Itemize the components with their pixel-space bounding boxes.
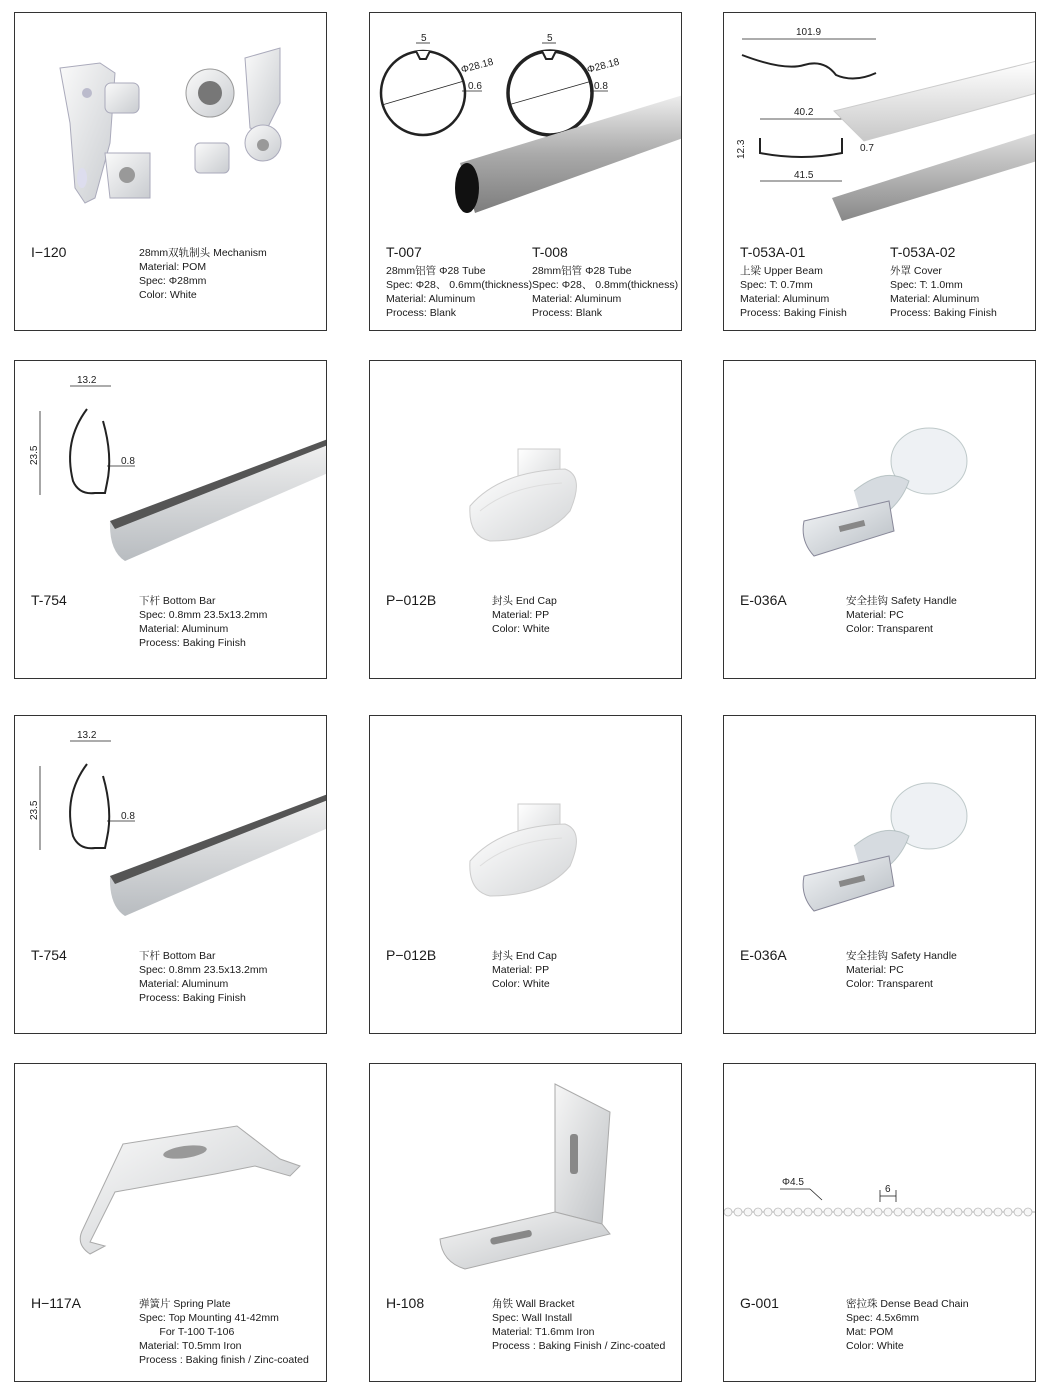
safety-handle-illustration xyxy=(724,716,1036,946)
spec-line: Process: Baking Finish xyxy=(139,992,246,1004)
product-code: H-108 xyxy=(386,1295,425,1311)
wall-bracket-illustration xyxy=(370,1064,682,1294)
spec-line: Color: White xyxy=(139,289,197,301)
bead xyxy=(1024,1208,1032,1216)
bead xyxy=(774,1208,782,1216)
spec-line: 下杆 Bottom Bar xyxy=(139,950,216,962)
spec-line: Spec: Wall Install xyxy=(492,1312,573,1324)
mechanism-illustration xyxy=(15,13,327,243)
safety-handle-illustration xyxy=(724,361,1036,591)
bead xyxy=(974,1208,982,1216)
product-card-t754 xyxy=(14,360,327,679)
spec-line: Material: Aluminum xyxy=(532,293,622,305)
bead xyxy=(844,1208,852,1216)
spec-line: Process: Baking Finish xyxy=(139,637,246,649)
bead-chain xyxy=(724,1208,1036,1216)
end-cap-illustration xyxy=(370,716,682,946)
dim-width: 13.2 xyxy=(77,375,97,386)
spec-line: 弹簧片 Spring Plate xyxy=(139,1298,231,1310)
product-code: H−117A xyxy=(31,1295,81,1311)
spec-line: Material: PP xyxy=(492,609,550,621)
spec-line: Spec: 0.8mm 23.5x13.2mm xyxy=(139,964,268,976)
bead xyxy=(984,1208,992,1216)
spec-line: 外罩 Cover xyxy=(890,265,942,277)
dim-diameter: Φ28.18 xyxy=(459,56,495,76)
bead xyxy=(954,1208,962,1216)
product-specs xyxy=(492,594,557,636)
bead xyxy=(964,1208,972,1216)
dim-thickness: 0.8 xyxy=(121,811,135,822)
bead xyxy=(1014,1208,1022,1216)
bead xyxy=(924,1208,932,1216)
bead xyxy=(854,1208,862,1216)
spec-line: Material: PC xyxy=(846,964,904,976)
spec-line: Process: Blank xyxy=(386,307,457,319)
product-specs xyxy=(139,1297,309,1367)
product-code: T-053A-01 xyxy=(740,244,806,260)
product-code: P−012B xyxy=(386,592,437,608)
product-specs xyxy=(492,1297,665,1353)
spec-line: Material: PC xyxy=(846,609,904,621)
dim-pitch: 6 xyxy=(885,1184,891,1195)
dim-height: 23.5 xyxy=(29,800,40,820)
product-specs xyxy=(139,594,267,650)
dim-thickness-1: 0.6 xyxy=(468,81,482,92)
dim-diameter: Φ28.18 xyxy=(585,56,621,76)
spec-line: 28mm铝管 Φ28 Tube xyxy=(532,265,632,277)
spec-line: Spec: Φ28mm xyxy=(139,275,207,287)
spec-line: Color: White xyxy=(492,978,550,990)
spec-line: 28mm铝管 Φ28 Tube xyxy=(386,265,486,277)
product-specs xyxy=(139,949,267,1005)
spec-line: Color: Transparent xyxy=(846,978,933,990)
bead xyxy=(744,1208,752,1216)
product-specs xyxy=(846,949,957,991)
product-card-p012b xyxy=(369,360,682,679)
bead xyxy=(754,1208,762,1216)
spec-line: Spec: T: 0.7mm xyxy=(740,279,813,291)
spring-plate-illustration xyxy=(15,1064,327,1294)
dim-slot: 5 xyxy=(547,33,553,44)
spec-line: Spec: T: 1.0mm xyxy=(890,279,963,291)
product-card-h108 xyxy=(369,1063,682,1382)
end-cap-illustration xyxy=(370,361,682,591)
bead xyxy=(834,1208,842,1216)
spec-line: 密拉珠 Dense Bead Chain xyxy=(846,1298,969,1310)
product-card-i120 xyxy=(14,12,327,331)
bead xyxy=(914,1208,922,1216)
bead-chain-illustration xyxy=(724,1064,1036,1294)
spec-line: 安全挂钩 Safety Handle xyxy=(846,950,957,962)
product-specs xyxy=(740,264,847,320)
spec-line: Spec: 4.5x6mm xyxy=(846,1312,919,1324)
bead xyxy=(874,1208,882,1216)
dim-bottom: 41.5 xyxy=(794,170,814,181)
bead xyxy=(994,1208,1002,1216)
spec-line: 角铁 Wall Bracket xyxy=(492,1298,575,1310)
bead xyxy=(934,1208,942,1216)
product-card-t053a xyxy=(723,12,1036,331)
dim-thickness: 0.8 xyxy=(121,456,135,467)
tube-illustration xyxy=(370,13,682,243)
spec-line: Material: T0.5mm Iron xyxy=(139,1340,242,1352)
product-card-e036a xyxy=(723,360,1036,679)
spec-line: Process: Baking Finish xyxy=(890,307,997,319)
spec-line: Material: Aluminum xyxy=(386,293,476,305)
product-card-t007-t008 xyxy=(369,12,682,331)
product-code: G-001 xyxy=(740,1295,779,1311)
product-specs xyxy=(846,1297,969,1353)
spec-line: Spec: Top Mounting 41-42mm xyxy=(139,1312,279,1324)
dim-diameter: Φ4.5 xyxy=(782,1177,804,1188)
spec-line: 下杆 Bottom Bar xyxy=(139,595,216,607)
bottom-bar-illustration xyxy=(15,716,327,946)
bead xyxy=(734,1208,742,1216)
spec-line: For T-100 T-106 xyxy=(139,1326,235,1338)
spec-line: Process : Baking Finish / Zinc-coated xyxy=(492,1340,666,1352)
bead xyxy=(894,1208,902,1216)
bead xyxy=(1004,1208,1012,1216)
spec-line: Spec: Φ28、 0.6mm(thickness) xyxy=(386,279,533,291)
product-specs xyxy=(846,594,957,636)
bead xyxy=(794,1208,802,1216)
bead xyxy=(784,1208,792,1216)
spec-line: Mat: POM xyxy=(846,1326,894,1338)
spec-line: Material: Aluminum xyxy=(139,978,229,990)
product-specs xyxy=(386,264,532,320)
product-card-p012b xyxy=(369,715,682,1034)
product-code: T-754 xyxy=(31,592,67,608)
dim-thickness-2: 0.8 xyxy=(594,81,608,92)
spec-line: 安全挂钩 Safety Handle xyxy=(846,595,957,607)
spec-line: 28mm双轨制头 Mechanism xyxy=(139,247,267,259)
spec-line: 上梁 Upper Beam xyxy=(740,265,823,277)
product-code: T-007 xyxy=(386,244,422,260)
product-code: T-754 xyxy=(31,947,67,963)
bead xyxy=(824,1208,832,1216)
spec-line: Process: Baking Finish xyxy=(740,307,847,319)
product-specs xyxy=(492,949,557,991)
dim-thickness: 0.7 xyxy=(860,143,874,154)
bead xyxy=(864,1208,872,1216)
bead xyxy=(814,1208,822,1216)
spec-line: Color: Transparent xyxy=(846,623,933,635)
product-card-e036a xyxy=(723,715,1036,1034)
bead xyxy=(724,1208,732,1216)
spec-line: Material: POM xyxy=(139,261,207,273)
product-specs-2 xyxy=(532,264,678,320)
spec-line: Process: Blank xyxy=(532,307,603,319)
product-code: I−120 xyxy=(31,244,67,260)
spec-line: Material: Aluminum xyxy=(890,293,980,305)
product-code: E-036A xyxy=(740,947,787,963)
product-card-t754 xyxy=(14,715,327,1034)
product-code-2: T-008 xyxy=(532,244,568,260)
bead xyxy=(764,1208,772,1216)
dim-height: 12.3 xyxy=(736,139,747,159)
spec-line: Material: PP xyxy=(492,964,550,976)
product-code-2: T-053A-02 xyxy=(890,244,956,260)
spec-line: Color: White xyxy=(492,623,550,635)
spec-line: Spec: Φ28、 0.8mm(thickness) xyxy=(532,279,679,291)
spec-line: Process : Baking finish / Zinc-coated xyxy=(139,1354,309,1366)
product-card-h117a xyxy=(14,1063,327,1382)
bead xyxy=(944,1208,952,1216)
dim-height: 23.5 xyxy=(29,445,40,465)
spec-line: 封头 End Cap xyxy=(492,595,557,607)
dim-inner: 40.2 xyxy=(794,107,814,118)
dim-width: 101.9 xyxy=(796,27,822,38)
bead xyxy=(884,1208,892,1216)
spec-line: Color: White xyxy=(846,1340,904,1352)
bottom-bar-illustration xyxy=(15,361,327,591)
bead xyxy=(804,1208,812,1216)
dim-width: 13.2 xyxy=(77,730,97,741)
product-code: E-036A xyxy=(740,592,787,608)
product-card-g001 xyxy=(723,1063,1036,1382)
dim-slot: 5 xyxy=(421,33,427,44)
spec-line: Material: Aluminum xyxy=(740,293,830,305)
product-code: P−012B xyxy=(386,947,437,963)
spec-line: Spec: 0.8mm 23.5x13.2mm xyxy=(139,609,268,621)
spec-line: 封头 End Cap xyxy=(492,950,557,962)
beam-illustration xyxy=(724,13,1036,243)
spec-line: Material: Aluminum xyxy=(139,623,229,635)
spec-line: Material: T1.6mm Iron xyxy=(492,1326,595,1338)
bead xyxy=(904,1208,912,1216)
product-specs-2 xyxy=(890,264,997,320)
product-specs xyxy=(139,246,267,302)
